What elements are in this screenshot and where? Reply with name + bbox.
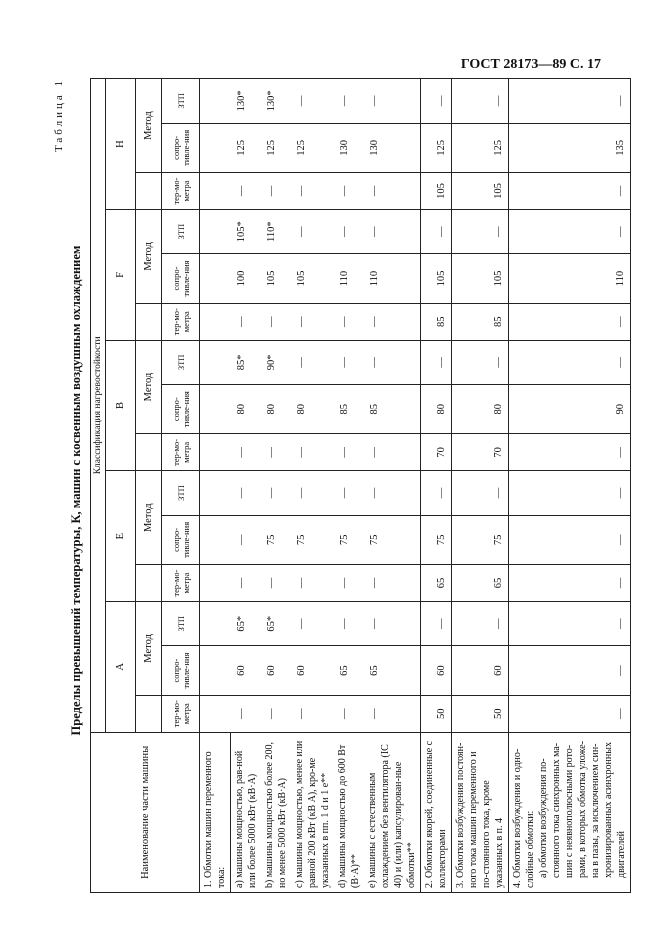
empty-cell [200,646,231,695]
value-cell: — [421,471,452,515]
value-cell: — [421,340,452,384]
table-row [291,79,334,893]
value-cell: — [231,695,262,732]
empty-cell [200,695,231,732]
value-cell: 75 [452,515,509,564]
value-cell: 105 [421,254,452,303]
value-cell: 60 [421,646,452,695]
value-cell: 60 [231,646,262,695]
row-name-line: тока: [216,866,227,888]
value-cell: 80 [231,385,262,434]
value-cell: — [364,695,421,732]
empty-cell [200,565,231,602]
empty-cell [200,471,231,515]
table-row [231,79,262,893]
value-cell: 125 [261,123,291,172]
table-row [421,79,452,893]
value-cell: — [334,303,364,340]
value-cell: — [334,340,364,384]
value-cell: — [261,173,291,210]
value-cell: 130 [364,123,421,172]
value-cell: — [509,695,631,732]
value-cell: — [509,471,631,515]
value-cell: — [509,434,631,471]
value-cell: — [291,434,334,471]
value-cell: 110 [509,254,631,303]
value-cell: 85 [334,385,364,434]
value-cell: — [261,434,291,471]
empty-cell [200,385,231,434]
value-cell: — [421,602,452,646]
temperature-table [90,78,631,893]
value-cell: 110 [334,254,364,303]
value-cell: — [509,602,631,646]
rotated-content [53,78,627,903]
row-name: а) машины мощностью, рав-ной или более 5000 кВт (кВ·А) [231,732,262,892]
table-row [261,79,291,893]
sub-header-1: сопро-тивле-ния [162,123,200,172]
row-name: d) машины мощностью до 600 Вт (В·А)** [334,732,364,892]
value-cell: — [261,303,291,340]
value-cell: 110* [261,210,291,254]
table-row [364,79,421,893]
value-cell: — [231,565,262,602]
value-cell: 70 [452,434,509,471]
value-cell: — [509,515,631,564]
value-cell: 50 [421,695,452,732]
value-cell: — [364,434,421,471]
value-cell: — [509,210,631,254]
value-cell: — [334,602,364,646]
column-header-name: Наименование части машины [91,732,200,892]
row-name: b) машины мощностью более 200, но менее 5000 кВт (кВ·А) [261,732,291,892]
value-cell: 125 [452,123,509,172]
value-cell: — [291,303,334,340]
value-cell: — [452,471,509,515]
value-cell: — [291,602,334,646]
value-cell: 85* [231,340,262,384]
method-header: Метод [136,340,162,434]
value-cell: — [509,340,631,384]
value-cell: 90 [509,385,631,434]
value-cell: 80 [261,385,291,434]
value-cell: — [291,340,334,384]
empty-cell [200,173,231,210]
value-cell: 90* [261,340,291,384]
value-cell: 105 [452,254,509,303]
value-cell: — [334,173,364,210]
value-cell: — [452,210,509,254]
sub-header-1: сопро-тивле-ния [162,646,200,695]
value-cell: — [334,79,364,124]
sub-header-1: сопро-тивле-ния [162,254,200,303]
value-cell: — [509,565,631,602]
value-cell: — [509,646,631,695]
value-cell: 80 [291,385,334,434]
table-row [509,79,631,893]
value-cell: — [291,79,334,124]
empty-cell [200,79,231,124]
empty-cell [200,434,231,471]
value-cell: 105 [421,173,452,210]
sub-header-0: тер-мо-метра [162,565,200,602]
empty-cell [200,210,231,254]
value-cell: 125 [291,123,334,172]
method-spacer [136,303,162,340]
value-cell: — [364,602,421,646]
row-name-line: а) обмотки возбуждения по-стоянного тока синхронных ма-шин с неявнополюсными рото-рами, в которых обмотка уложе-на в пазы, за исключением син-хронизированных асинхронных двигателей [538,740,627,878]
value-cell: — [291,695,334,732]
classification-header: Классификация нагревостойкости [91,79,106,733]
table-row [334,79,364,893]
table-label: Таблица 1 [53,78,65,153]
empty-cell [200,340,231,384]
empty-cell [200,303,231,340]
value-cell: 65 [452,565,509,602]
row-name [452,732,509,892]
method-spacer [136,173,162,210]
value-cell: — [334,210,364,254]
value-cell: — [364,340,421,384]
value-cell: 65* [261,602,291,646]
row-name-line: 3. Обмотки возбуждения постоян-ного тока машин переменного и по-стоянного тока, кроме указанных в п. 4 [455,742,505,888]
value-cell: — [421,210,452,254]
value-cell: 130* [261,79,291,124]
value-cell: — [291,471,334,515]
value-cell: — [231,471,262,515]
sub-header-0: тер-мо-метра [162,303,200,340]
sub-header-0: тер-мо-метра [162,695,200,732]
value-cell: 65* [231,602,262,646]
value-cell: — [509,303,631,340]
value-cell: 75 [364,515,421,564]
value-cell: — [231,434,262,471]
value-cell: — [509,173,631,210]
value-cell: 125 [421,123,452,172]
value-cell: — [452,340,509,384]
method-header: Метод [136,210,162,304]
row-name-line: 2. Обмотки якорей, соединенные с коллекторами [424,740,448,888]
value-cell: 70 [421,434,452,471]
empty-cell [200,254,231,303]
value-cell: — [261,471,291,515]
value-cell: 130* [231,79,262,124]
value-cell: 50 [452,695,509,732]
value-cell: — [291,210,334,254]
page-header: ГОСТ 28173—89 С. 17 [460,57,601,72]
value-cell: — [452,79,509,124]
sub-header-2: ЗТП [162,340,200,384]
value-cell: — [364,173,421,210]
class-header-e: E [106,471,136,602]
empty-cell [200,515,231,564]
method-spacer [136,434,162,471]
value-cell: 80 [452,385,509,434]
row-name-line: 1. Обмотки машин переменного [203,751,214,888]
value-cell: 60 [261,646,291,695]
row-name: е) машины с естественным охлаждением без вентилятора (IC 40) и (или) капсулирован-ные обмотки** [364,732,421,892]
value-cell: — [334,565,364,602]
value-cell: 125 [231,123,262,172]
value-cell: — [364,210,421,254]
class-header-b: B [106,340,136,471]
sub-header-2: ЗТП [162,210,200,254]
value-cell: 105 [261,254,291,303]
value-cell: — [364,79,421,124]
row-name: с) машины мощностью, менее или равной 200 кВт (кВ А), кро-ме указанных в пп. 1 d и 1 е** [291,732,334,892]
value-cell: 65 [421,565,452,602]
value-cell: 75 [291,515,334,564]
value-cell: — [421,79,452,124]
value-cell: 105 [291,254,334,303]
class-header-a: A [106,602,136,733]
value-cell: — [334,695,364,732]
class-header-h: H [106,79,136,210]
sub-header-2: ЗТП [162,602,200,646]
value-cell: 75 [334,515,364,564]
value-cell: 110 [364,254,421,303]
row-name [509,732,631,892]
row-name [421,732,452,892]
sub-header-0: тер-мо-метра [162,434,200,471]
row-name-line: 4. Обмотки возбуждения и одно-слойные обмотки: [512,748,536,888]
method-spacer [136,565,162,602]
value-cell: 105* [231,210,262,254]
method-header: Метод [136,79,162,173]
sub-header-2: ЗТП [162,471,200,515]
value-cell: — [509,79,631,124]
sub-header-1: сопро-тивле-ния [162,515,200,564]
value-cell: — [334,434,364,471]
method-header: Метод [136,602,162,696]
rotated-table-area [53,78,627,903]
value-cell: — [334,471,364,515]
table-row [452,79,509,893]
value-cell: — [364,303,421,340]
value-cell: 75 [261,515,291,564]
sub-header-2: ЗТП [162,79,200,124]
empty-cell [200,123,231,172]
value-cell: 135 [509,123,631,172]
value-cell: — [261,695,291,732]
value-cell: 85 [452,303,509,340]
table-title: Пределы превышений температуры, К, машин с косвенным воздушным охлаждением [69,245,83,736]
value-cell: — [364,471,421,515]
value-cell: 85 [421,303,452,340]
value-cell: 130 [334,123,364,172]
value-cell: 105 [452,173,509,210]
value-cell: — [452,602,509,646]
value-cell: — [231,173,262,210]
value-cell: — [231,515,262,564]
value-cell: 60 [452,646,509,695]
empty-cell [200,602,231,646]
value-cell: — [231,303,262,340]
value-cell: 85 [364,385,421,434]
value-cell: 80 [421,385,452,434]
value-cell: 75 [421,515,452,564]
row-name [200,732,231,892]
value-cell: — [261,565,291,602]
value-cell: 100 [231,254,262,303]
value-cell: 60 [291,646,334,695]
method-spacer [136,695,162,732]
value-cell: 65 [364,646,421,695]
value-cell: — [291,565,334,602]
sub-header-0: тер-мо-метра [162,173,200,210]
value-cell: — [291,173,334,210]
method-header: Метод [136,471,162,565]
value-cell: 65 [334,646,364,695]
class-header-f: F [106,210,136,341]
sub-header-1: сопро-тивле-ния [162,385,200,434]
value-cell: — [364,565,421,602]
